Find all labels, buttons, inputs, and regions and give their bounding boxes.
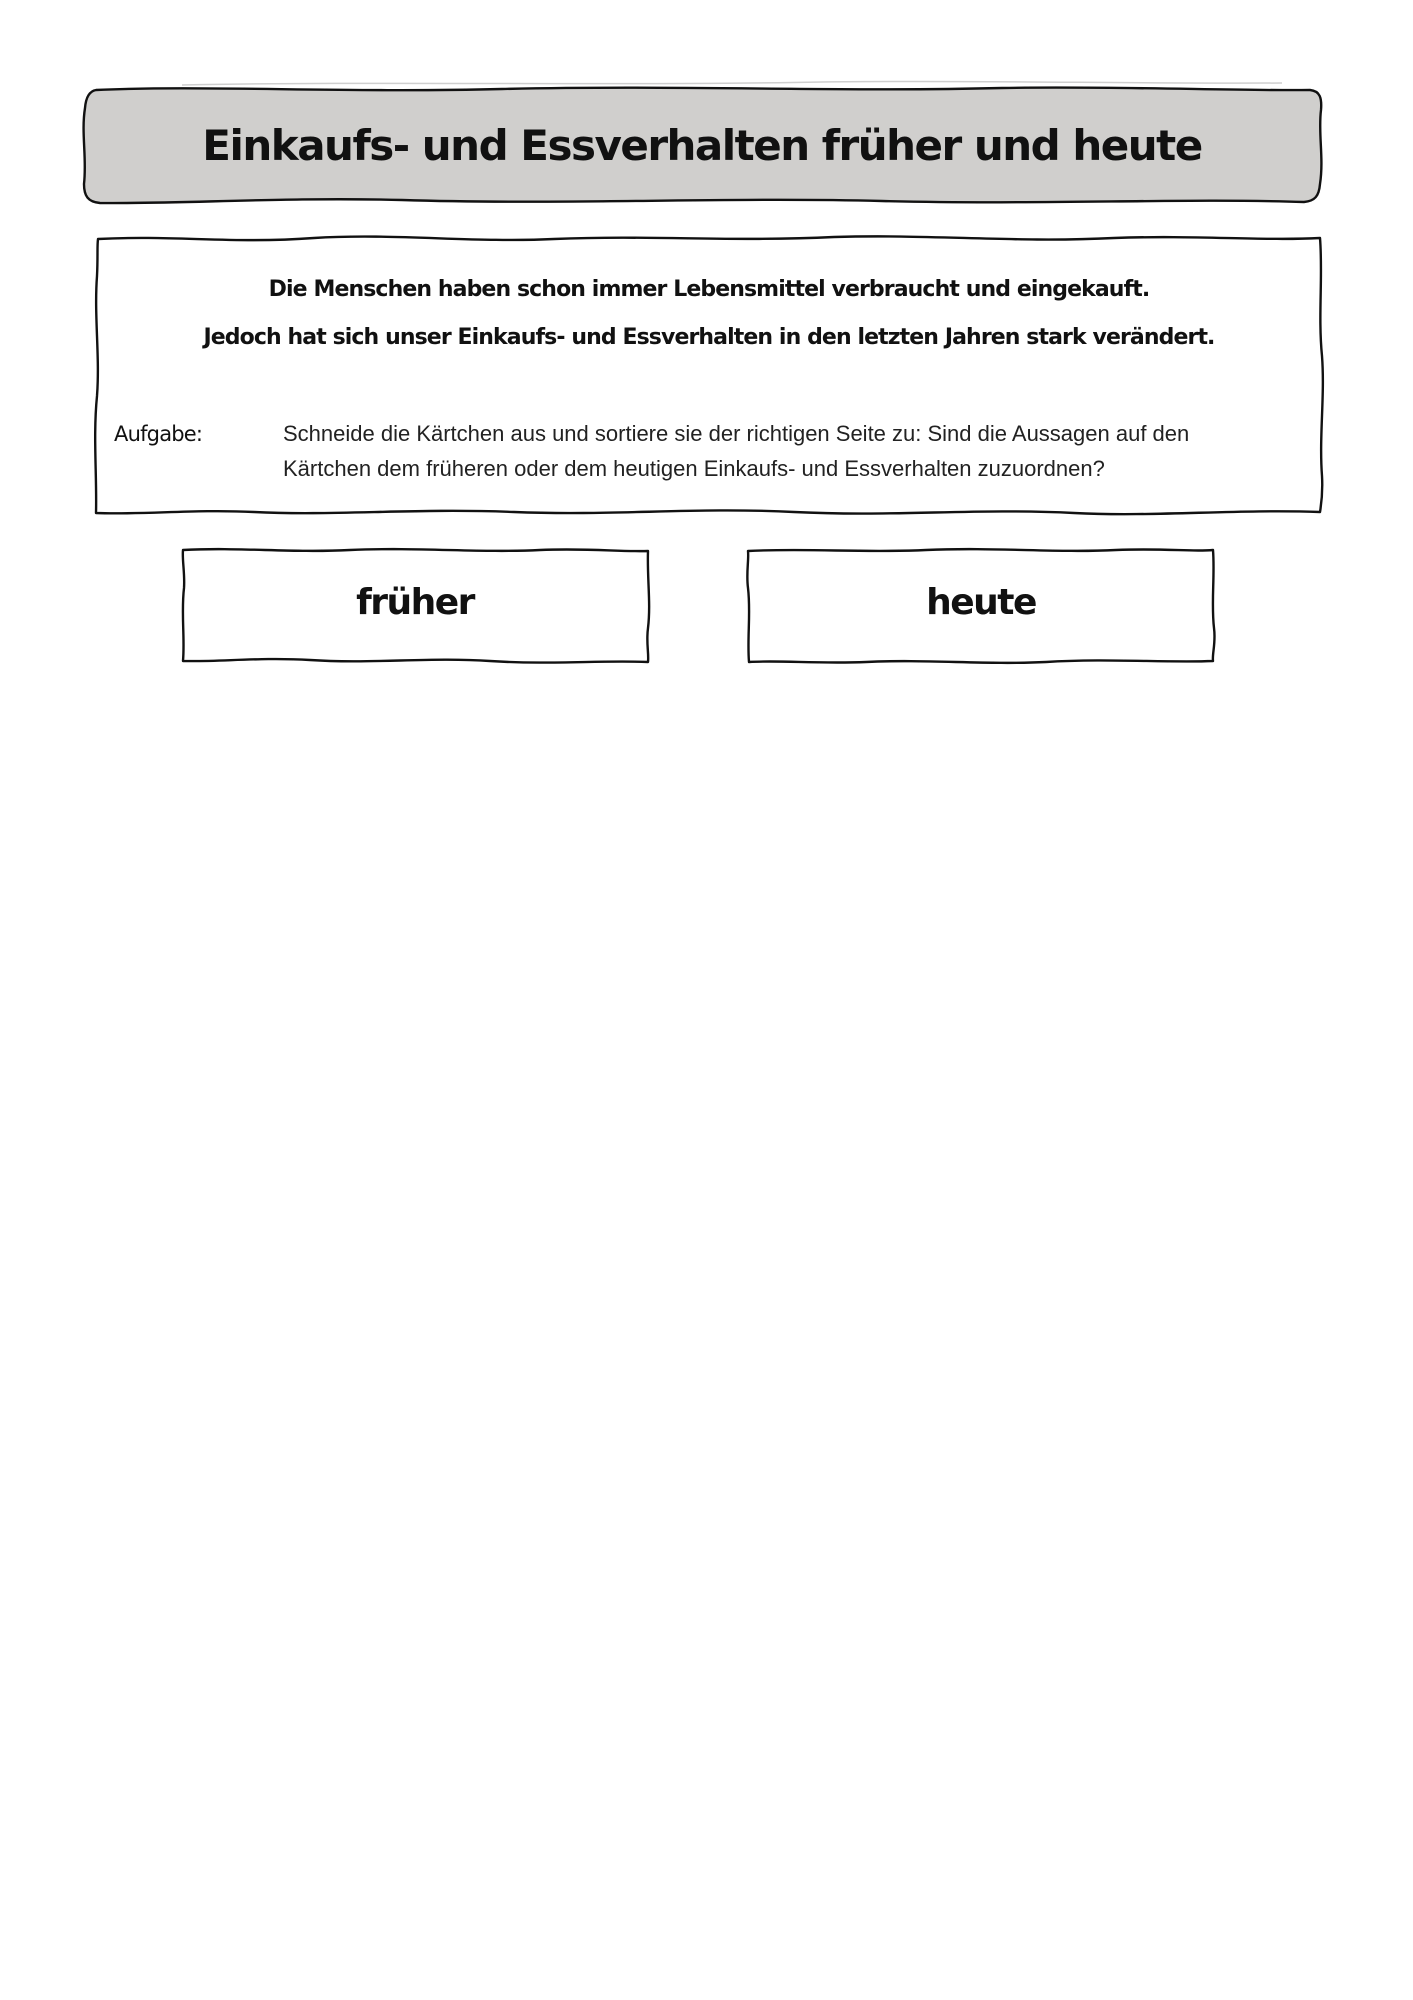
- category-label-present: heute: [926, 582, 1036, 623]
- task-instructions: Schneide die Kärtchen aus und sortiere sie der richtigen Seite zu: Sind die Aussagen auf den Kärtchen dem früheren oder dem heutigen Einkaufs- und Essverhalten zuzuordnen?: [283, 421, 1190, 481]
- title-banner: [82, 88, 1322, 206]
- category-card-present: [746, 548, 1216, 664]
- intro-line-2: Jedoch hat sich unser Einkaufs- und Essverhalten in den letzten Jahren stark verändert.: [203, 325, 1215, 350]
- intro-line-1: Die Menschen haben schon immer Lebensmittel verbraucht und eingekauft.: [268, 277, 1150, 302]
- category-card-past: [180, 548, 650, 664]
- category-label-past: früher: [356, 582, 474, 623]
- intro-box: [94, 236, 1324, 516]
- task-label: Aufgabe:: [114, 422, 203, 446]
- page-title: Einkaufs- und Essverhalten früher und heute: [202, 121, 1202, 170]
